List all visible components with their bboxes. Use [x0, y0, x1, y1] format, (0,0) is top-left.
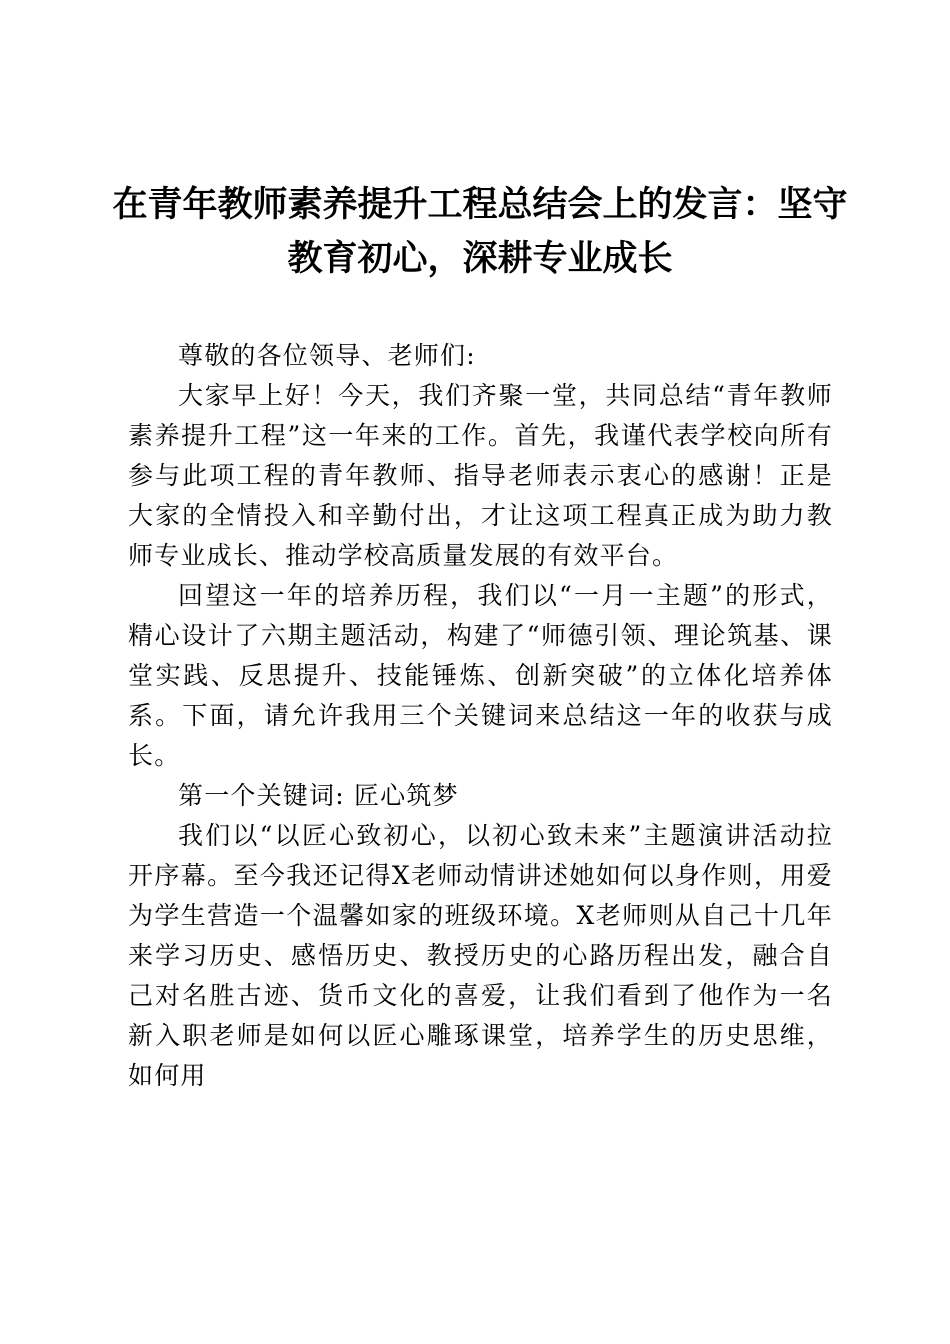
greeting-paragraph: 大家早上好！今天，我们齐聚一堂，共同总结“青年教师素养提升工程”这一年来的工作。首先，我谨代表学校向所有参与此项工程的青年教师、指导老师表示衷心的感谢！正是大家的全情投入和辛勤付出，才让这项工程真正成为助力教师专业成长、推动学校高质量发展的有效平台。	[128, 381, 833, 570]
review-paragraph: 回望这一年的培养历程，我们以“一月一主题”的形式，精心设计了六期主题活动，构建了“师德引领、理论筑基、课堂实践、反思提升、技能锤炼、创新突破”的立体化培养体系。下面，请允许我用三个关键词来总结这一年的收获与成长。	[128, 581, 833, 770]
keyword-heading: 第一个关键词: 匠心筑梦	[178, 781, 459, 810]
salutation-paragraph: 尊敬的各位领导、老师们:	[178, 341, 476, 370]
keyword-paragraph: 我们以“以匠心致初心，以初心致未来”主题演讲活动拉开序幕。至今我还记得X老师动情讲述她如何以身作则，用爱为学生营造一个温馨如家的班级环境。X老师则从自己十几年来学习历史、感悟历史、教授历史的心路历程出发，融合自己对名胜古迹、货币文化的喜爱，让我们看到了他作为一名新入职老师是如何以匠心雕琢课堂，培养学生的历史思维，如何用	[128, 821, 833, 1090]
document-title: 在青年教师素养提升工程总结会上的发言：坚守教育初心，深耕专业成长	[112, 184, 848, 279]
document-body	[128, 336, 833, 1096]
